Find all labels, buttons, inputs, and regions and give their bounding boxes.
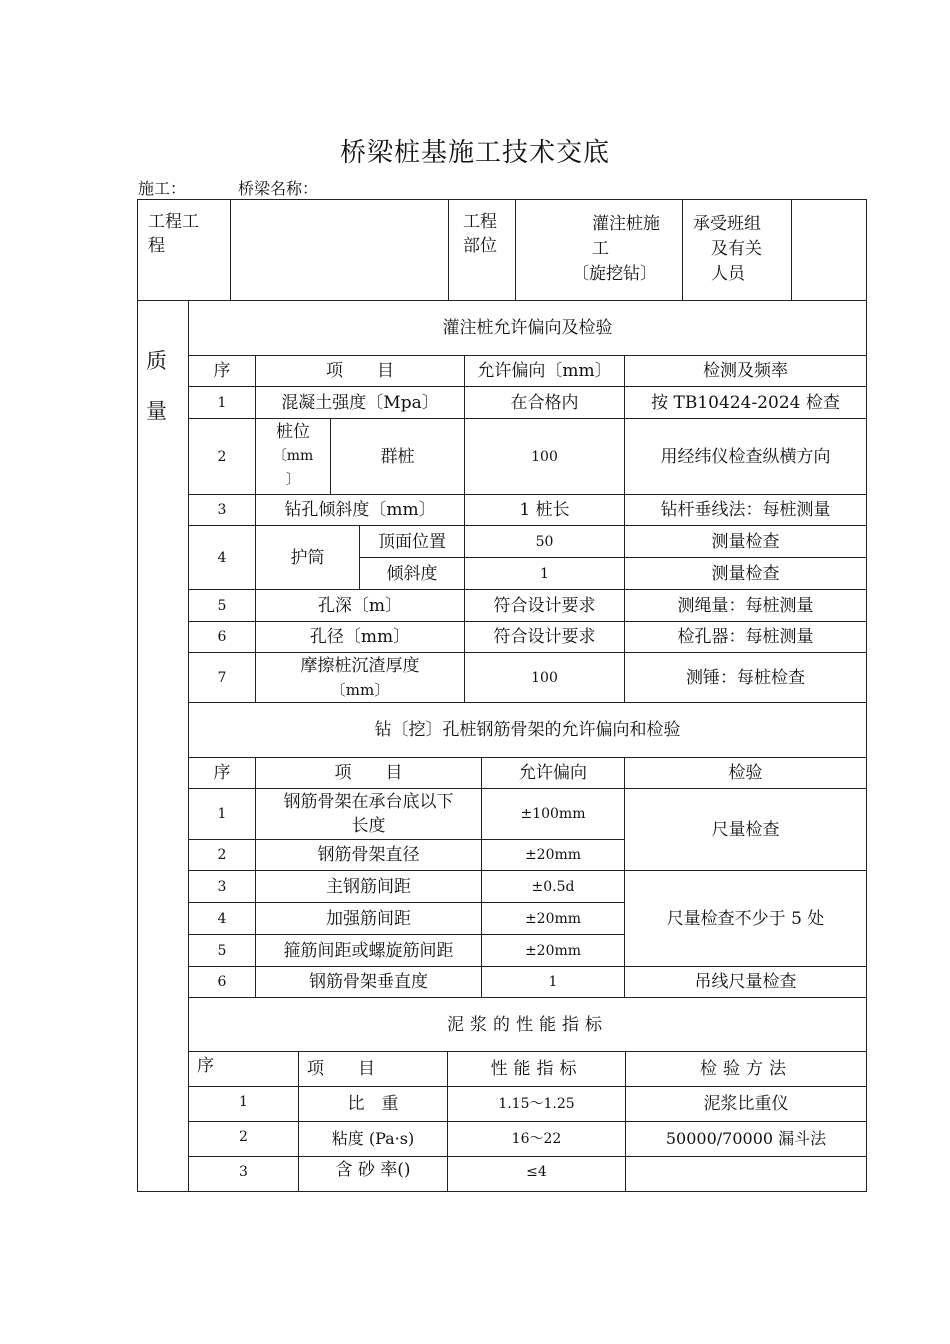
s1-r5-item: 孔深〔m〕	[317, 595, 403, 616]
s2-r6-tolerance: 1	[548, 974, 558, 990]
s1-r2-method: 用经纬仪检查纵横方向	[660, 446, 831, 467]
s1-r4-no: 4	[217, 549, 227, 566]
s1-r4-item: 护筒	[290, 547, 325, 568]
s2-r4-item: 加强筋间距	[326, 908, 411, 929]
s3-header-item: 项 目	[307, 1059, 375, 1079]
s2-r6-method: 吊线尺量检查	[694, 972, 797, 992]
s1-r4-method1: 测量检查	[711, 531, 780, 552]
s2-r1-no: 1	[217, 806, 227, 822]
s2-r6-item: 钢筋骨架垂直度	[309, 972, 428, 992]
s3-r2-no: 2	[239, 1129, 248, 1145]
s3-r1-no: 1	[239, 1094, 248, 1110]
s1-r4-sub2: 倾斜度	[386, 563, 438, 584]
s1-r1-method: 按 TB10424-2024 检查	[651, 392, 840, 413]
s2-r3-item: 主钢筋间距	[326, 876, 411, 897]
construction-label: 施工：	[138, 179, 187, 198]
s3-r1-item: 比 重	[347, 1094, 399, 1114]
s2-r6-no: 6	[217, 974, 227, 990]
bridge-name-label: 桥梁名称：	[238, 179, 319, 198]
s1-header-tolerance: 允许偏向〔mm〕	[477, 361, 612, 381]
s3-r2-item: 粘度 (Pa·s)	[331, 1129, 415, 1148]
s1-r5-no: 5	[217, 597, 227, 614]
s1-r5-method: 测绳量：每桩测量	[677, 595, 814, 616]
s2-r2-tolerance: ±20mm	[524, 847, 582, 863]
s1-r3-no: 3	[217, 502, 227, 518]
section2-title: 钻〔挖〕孔桩钢筋骨架的允许偏向和检验	[374, 720, 681, 740]
part-label: 工程部位	[463, 212, 497, 256]
s3-header-index: 性能指标	[490, 1059, 583, 1079]
s1-r3-item: 钻孔倾斜度〔mm〕	[284, 500, 436, 520]
s2-r4-no: 4	[217, 910, 227, 927]
s2-header-tolerance: 允许偏向	[519, 763, 587, 783]
s1-header-method: 检测及频率	[703, 361, 788, 381]
s1-r2-item-b: 群桩	[380, 446, 415, 467]
s3-r1-index: 1.15～1.25	[498, 1096, 575, 1112]
s1-r1-no: 1	[217, 394, 227, 411]
s2-r1-tolerance: ±100mm	[520, 806, 586, 822]
s2-r3-no: 3	[217, 878, 227, 895]
section3-title: 泥浆的性能指标	[447, 1014, 608, 1035]
s2-r3-tolerance: ±0.5d	[531, 878, 575, 895]
s1-r1-item: 混凝土强度〔Mpa〕	[281, 392, 439, 413]
s1-r7-tolerance: 100	[531, 669, 558, 686]
s1-r5-tolerance: 符合设计要求	[493, 595, 596, 616]
s1-r4-tol2: 1	[540, 565, 549, 582]
meta-line	[138, 176, 318, 199]
s2-r5-item: 箍筋间距或螺旋筋间距	[283, 940, 454, 961]
s2-header-method: 检验	[728, 763, 763, 783]
s1-r2-item-a: 桩位 〔mm 〕	[272, 422, 314, 488]
s2-method-rows-1-2: 尺量检查	[711, 819, 780, 840]
s1-r7-item: 摩擦桩沉渣厚度 〔mm〕	[300, 656, 420, 699]
s3-r2-index: 16～22	[511, 1131, 562, 1147]
s3-r3-index: ≤4	[526, 1164, 547, 1180]
s2-header-item: 项 目	[334, 763, 403, 783]
s1-r2-tolerance: 100	[531, 448, 558, 465]
s1-r6-no: 6	[217, 629, 227, 645]
s1-r2-no: 2	[217, 448, 227, 465]
s2-r4-tolerance: ±20mm	[524, 910, 582, 927]
s1-r6-item: 孔径〔mm〕	[309, 627, 411, 647]
s3-r1-method: 泥浆比重仪	[703, 1094, 789, 1114]
s3-header-method: 检验方法	[700, 1059, 792, 1079]
s2-header-no: 序	[213, 763, 231, 783]
s1-r4-sub1: 顶面位置	[378, 531, 446, 552]
s1-header-item: 项 目	[326, 361, 394, 381]
quality-side-label: 质 量	[146, 349, 167, 423]
s1-r7-method: 测锤：每桩检查	[686, 667, 805, 688]
s3-r3-method	[626, 1157, 866, 1191]
s3-r3-item: 含 砂 率()	[335, 1160, 411, 1180]
s1-r3-method: 钻杆垂线法：每桩测量	[660, 500, 831, 520]
s1-r4-tol1: 50	[535, 533, 554, 550]
crew-label: 承受班组 及有关 人员	[693, 214, 762, 284]
s3-r2-method: 50000/70000 漏斗法	[665, 1129, 827, 1148]
s3-r3-no: 3	[239, 1164, 248, 1180]
s1-r6-method: 检孔器：每桩测量	[677, 627, 814, 647]
s1-r7-no: 7	[217, 669, 227, 686]
s2-r2-no: 2	[217, 847, 227, 863]
s1-header-no: 序	[213, 361, 231, 381]
s1-r3-tolerance: 1 桩长	[519, 500, 570, 520]
crew-value	[792, 200, 866, 300]
project-value	[231, 200, 448, 300]
s2-r5-tolerance: ±20mm	[524, 942, 582, 959]
s1-r1-tolerance: 在合格内	[510, 392, 579, 413]
page-title: 桥梁桩基施工技术交底	[339, 138, 610, 168]
s3-header-no: 序	[197, 1056, 214, 1076]
section1-title: 灌注桩允许偏向及检验	[442, 318, 613, 338]
s2-r1-item: 钢筋骨架在承台底以下 长度	[283, 792, 454, 836]
s2-r5-no: 5	[217, 942, 227, 959]
s2-method-rows-3-5: 尺量检查不少于 5 处	[666, 908, 825, 929]
s1-r4-method2: 测量检查	[711, 563, 780, 584]
part-value: 灌注桩施 工 〔旋挖钻〕	[572, 214, 660, 284]
s2-r2-item: 钢筋骨架直径	[317, 845, 420, 865]
s1-r6-tolerance: 符合设计要求	[493, 627, 596, 647]
project-label: 工程工程	[148, 212, 199, 256]
